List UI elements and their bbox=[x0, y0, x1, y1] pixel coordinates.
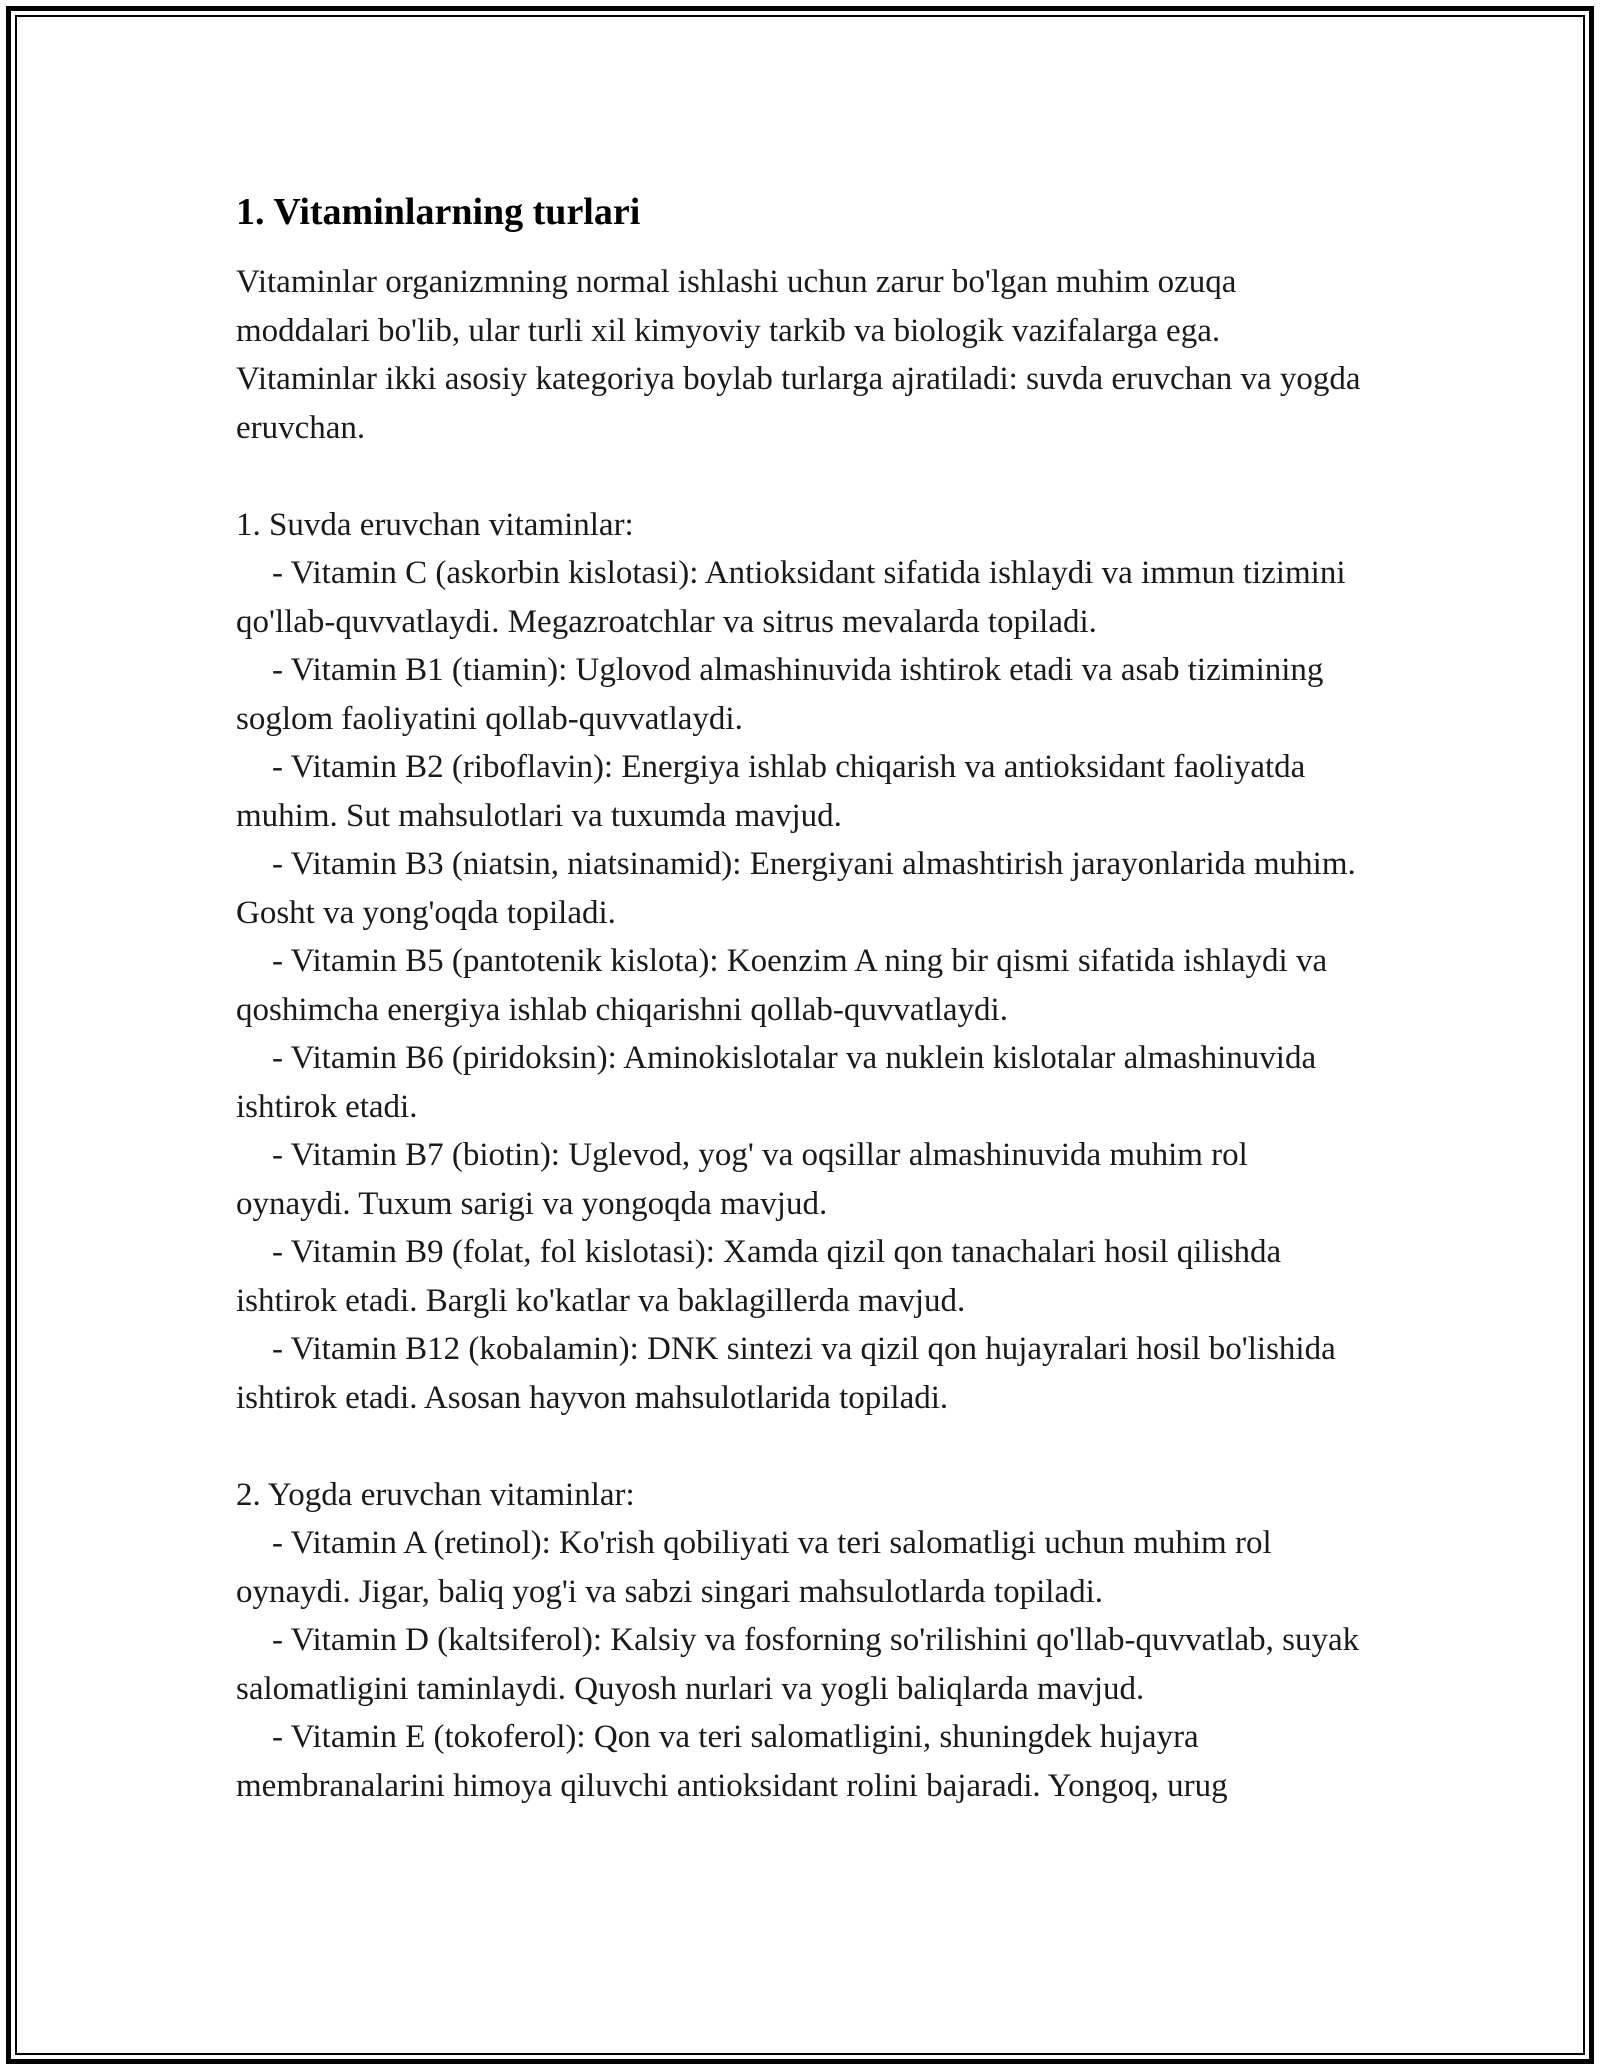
intro-paragraph: Vitaminlar organizmning normal ishlashi uchun zarur bo'lgan muhim ozuqa moddalari bo'lib, ular turli xil kimyoviy tarkib va biologik vazifalarga ega. Vitaminlar ikki asosiy kategoriya boylab turlarga ajratiladi: suvda eruvchan va yogda eruvchan. bbox=[236, 264, 1361, 446]
list-item bbox=[236, 646, 1366, 743]
list-item bbox=[236, 1713, 1366, 1810]
list-item bbox=[236, 937, 1366, 1034]
list-item-text: - Vitamin C (askorbin kislotasi): Antioksidant sifatida ishlaydi va immun tizimini qo'llab-quvvatlaydi. Megazroatchlar va sitrus mevalarda topiladi. bbox=[236, 555, 1346, 640]
list-item-text: - Vitamin B12 (kobalamin): DNK sintezi va qizil qon hujayralari hosil bo'lishida ishtirok etadi. Asosan hayvon mahsulotlarida topiladi. bbox=[236, 1331, 1336, 1416]
list-item bbox=[236, 1616, 1366, 1713]
list-item-text: - Vitamin B6 (piridoksin): Aminokislotalar va nuklein kislotalar almashinuvida ishtirok etadi. bbox=[236, 1040, 1317, 1125]
section-fat-soluble bbox=[236, 1471, 1366, 1811]
list-item-text: - Vitamin B3 (niatsin, niatsinamid): Energiyani almashtirish jarayonlarida muhim. Gosht va yong'oqda topiladi. bbox=[236, 846, 1356, 931]
document-body bbox=[236, 188, 1366, 1810]
list-item bbox=[236, 1228, 1366, 1325]
paragraph-spacer bbox=[236, 452, 1366, 501]
document-title: 1. Vitaminlarning turlari bbox=[236, 191, 641, 233]
list-item bbox=[236, 1325, 1366, 1422]
list-item-text: - Vitamin E (tokoferol): Qon va teri salomatligini, shuningdek hujayra membranalarini himoya qiluvchi antioksidant rolini bajaradi. Yongoq, urug bbox=[236, 1719, 1228, 1804]
list-item-text: - Vitamin B9 (folat, fol kislotasi): Xamda qizil qon tanachalari hosil qilishda ishtirok etadi. Bargli ko'katlar va baklagillerda mavjud. bbox=[236, 1234, 1282, 1319]
paragraph-spacer bbox=[236, 1422, 1366, 1471]
list-item-text: - Vitamin B1 (tiamin): Uglovod almashinuvida ishtirok etadi va asab tizimining soglom faoliyatini qollab-quvvatlaydi. bbox=[236, 652, 1324, 737]
list-item bbox=[236, 840, 1366, 937]
section-heading: 1. Suvda eruvchan vitaminlar: bbox=[236, 506, 634, 543]
list-item-text: - Vitamin D (kaltsiferol): Kalsiy va fosforning so'rilishini qo'llab-quvvatlab, suyak salomatligini taminlaydi. Quyosh nurlari va yogli baliqlarda mavjud. bbox=[236, 1622, 1360, 1707]
list-item-text: - Vitamin B2 (riboflavin): Energiya ishlab chiqarish va antioksidant faoliyatda muhim. Sut mahsulotlari va tuxumda mavjud. bbox=[236, 749, 1306, 834]
list-item bbox=[236, 743, 1366, 840]
list-item bbox=[236, 1034, 1366, 1131]
document-text bbox=[236, 258, 1366, 1810]
section-heading: 2. Yogda eruvchan vitaminlar: bbox=[236, 1476, 635, 1513]
list-item-text: - Vitamin B5 (pantotenik kislota): Koenzim A ning bir qismi sifatida ishlaydi va qoshimcha energiya ishlab chiqarishni qollab-quvvatlaydi. bbox=[236, 943, 1328, 1028]
list-item-text: - Vitamin B7 (biotin): Uglevod, yog' va oqsillar almashinuvida muhim rol oynaydi. Tuxum sarigi va yongoqda mavjud. bbox=[236, 1137, 1248, 1222]
list-item-text: - Vitamin A (retinol): Ko'rish qobiliyati va teri salomatligi uchun muhim rol oynaydi. Jigar, baliq yog'i va sabzi singari mahsulotlarda topiladi. bbox=[236, 1525, 1272, 1610]
list-item bbox=[236, 1131, 1366, 1228]
list-item bbox=[236, 549, 1366, 646]
section-water-soluble bbox=[236, 501, 1366, 1423]
list-item bbox=[236, 1519, 1366, 1616]
